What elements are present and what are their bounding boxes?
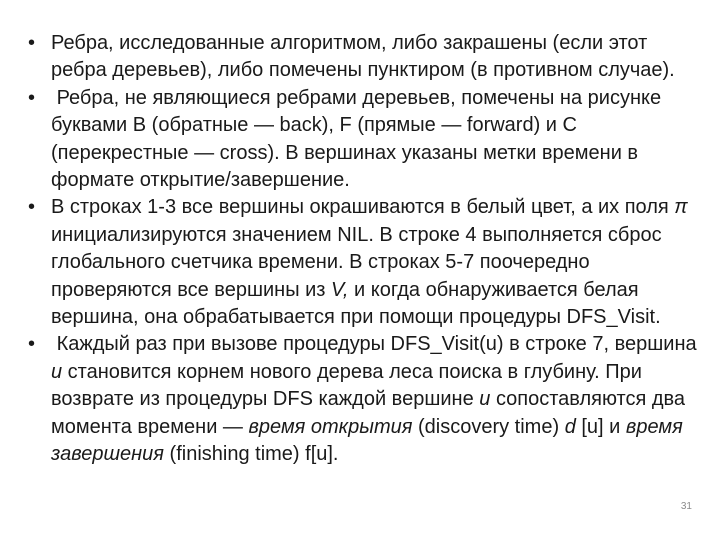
bullet-text: Ребра, исследованные алгоритмом, либо закрашены (если этот ребра деревьев), либо помечены пунктиром (в противном случае). [51, 32, 675, 82]
bullet-item-3 [28, 194, 698, 331]
bullet-text [51, 194, 698, 331]
text-run: (finishing time) f[u]. [163, 443, 339, 466]
text-run: (discovery time) [412, 415, 565, 438]
text-run: и когда обнаруживается белая вершина, она обрабатывается при помощи процедуры DFS_Visit. [51, 278, 661, 329]
bullet-icon: • [28, 86, 36, 109]
text-run: В строках 1-3 все вершины окрашиваются в белый цвет, а их поля [51, 196, 675, 219]
bullet-icon: • [28, 196, 36, 219]
finishing-time-term: время завершения [51, 415, 689, 466]
d-symbol: d [564, 415, 576, 438]
text-run: становится корнем нового дерева леса поиска в глубину. При возврате из процедуры DFS каждой вершине [51, 360, 648, 411]
bullet-icon: • [28, 333, 36, 356]
set-v: V, [331, 278, 349, 301]
bullet-text: Ребра, не являющиеся ребрами деревьев, помечены на рисунке буквами B (обратные — back), F (прямые — forward) и C (перекрестные — cross). В вершинах указаны метки времени в формате открытие/завершение. [51, 86, 667, 192]
text-run: сопоставляются два момента времени — [51, 388, 691, 438]
bullet-item-1 [28, 30, 698, 85]
text-run: Каждый раз при вызове процедуры DFS_Visit(u) в строке 7, вершина [51, 333, 703, 356]
discovery-time-term: время открытия [248, 415, 413, 438]
bullet-text [51, 331, 703, 468]
bullet-list [28, 30, 703, 469]
vertex-u: u [479, 388, 491, 411]
bullet-item-2 [28, 85, 698, 195]
text-run: [u] и [575, 415, 626, 438]
text-run: инициализируются значением NIL. В строке 4 выполняется сброс глобального счетчика времени. В строках 5-7 поочередно проверяются все вершины из [51, 223, 662, 301]
page-number: 31 [680, 501, 692, 512]
pi-symbol: π [674, 196, 688, 219]
bullet-icon: • [28, 32, 36, 54]
bullet-item-4 [28, 331, 703, 468]
vertex-u: u [51, 360, 63, 383]
